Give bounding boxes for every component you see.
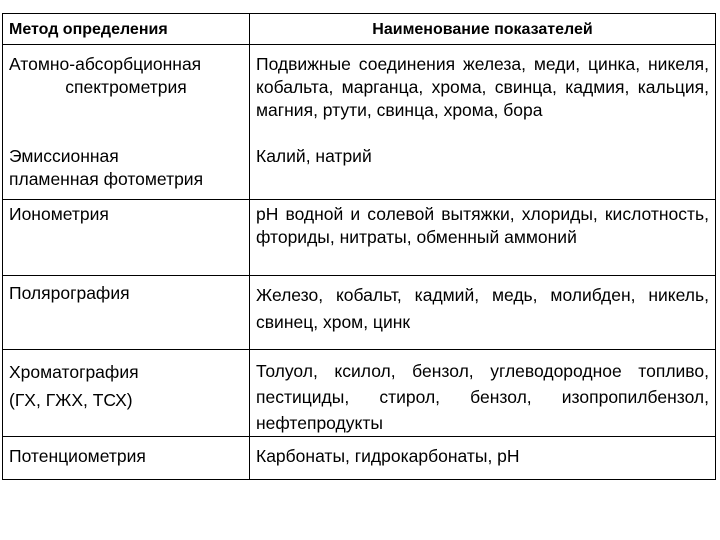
indicators-cell: Железо, кобальт, кадмий, медь, молибден, никель, свинец, хром, цинк bbox=[250, 276, 716, 350]
method-cell: Ионометрия bbox=[3, 200, 250, 276]
table-row bbox=[3, 145, 716, 200]
method-line: Атомно-абсорбционная bbox=[9, 54, 202, 74]
method-cell bbox=[3, 350, 250, 437]
table-row bbox=[3, 200, 716, 276]
header-indicators: Наименование показателей bbox=[250, 14, 716, 45]
method-cell: Полярография bbox=[3, 276, 250, 350]
indicators-cell: pH водной и солевой вытяжки, хлориды, кислотность, фториды, нитраты, обменный аммоний bbox=[250, 200, 716, 276]
method-line: Эмиссионная bbox=[9, 145, 119, 166]
indicators-cell: Подвижные соединения железа, меди, цинка, никеля, кобальта, марганца, хрома, свинца, кадмия, кальция, магния, ртути, свинца, хрома, бора bbox=[250, 45, 716, 145]
method-line: спектрометрия bbox=[65, 77, 187, 97]
table-row bbox=[3, 437, 716, 480]
method-line: (ГХ, ГЖХ, ТСХ) bbox=[9, 390, 133, 410]
methods-table bbox=[2, 13, 716, 480]
table-header-row bbox=[3, 14, 716, 45]
header-method: Метод определения bbox=[3, 14, 250, 45]
indicators-cell: Толуол, ксилол, бензол, углеводородное топливо, пестициды, стирол, бензол, изопропилбензол, нефтепродукты bbox=[250, 350, 716, 437]
method-cell: Потенциометрия bbox=[3, 437, 250, 480]
indicators-cell: Карбонаты, гидрокарбонаты, pH bbox=[250, 437, 716, 480]
method-cell bbox=[3, 145, 250, 200]
table-row bbox=[3, 350, 716, 437]
method-line: Хроматография bbox=[9, 362, 139, 382]
table-row bbox=[3, 45, 716, 145]
method-cell bbox=[3, 45, 250, 145]
table-row bbox=[3, 276, 716, 350]
indicators-cell: Калий, натрий bbox=[250, 145, 716, 200]
method-line: пламенная фотометрия bbox=[9, 168, 204, 189]
